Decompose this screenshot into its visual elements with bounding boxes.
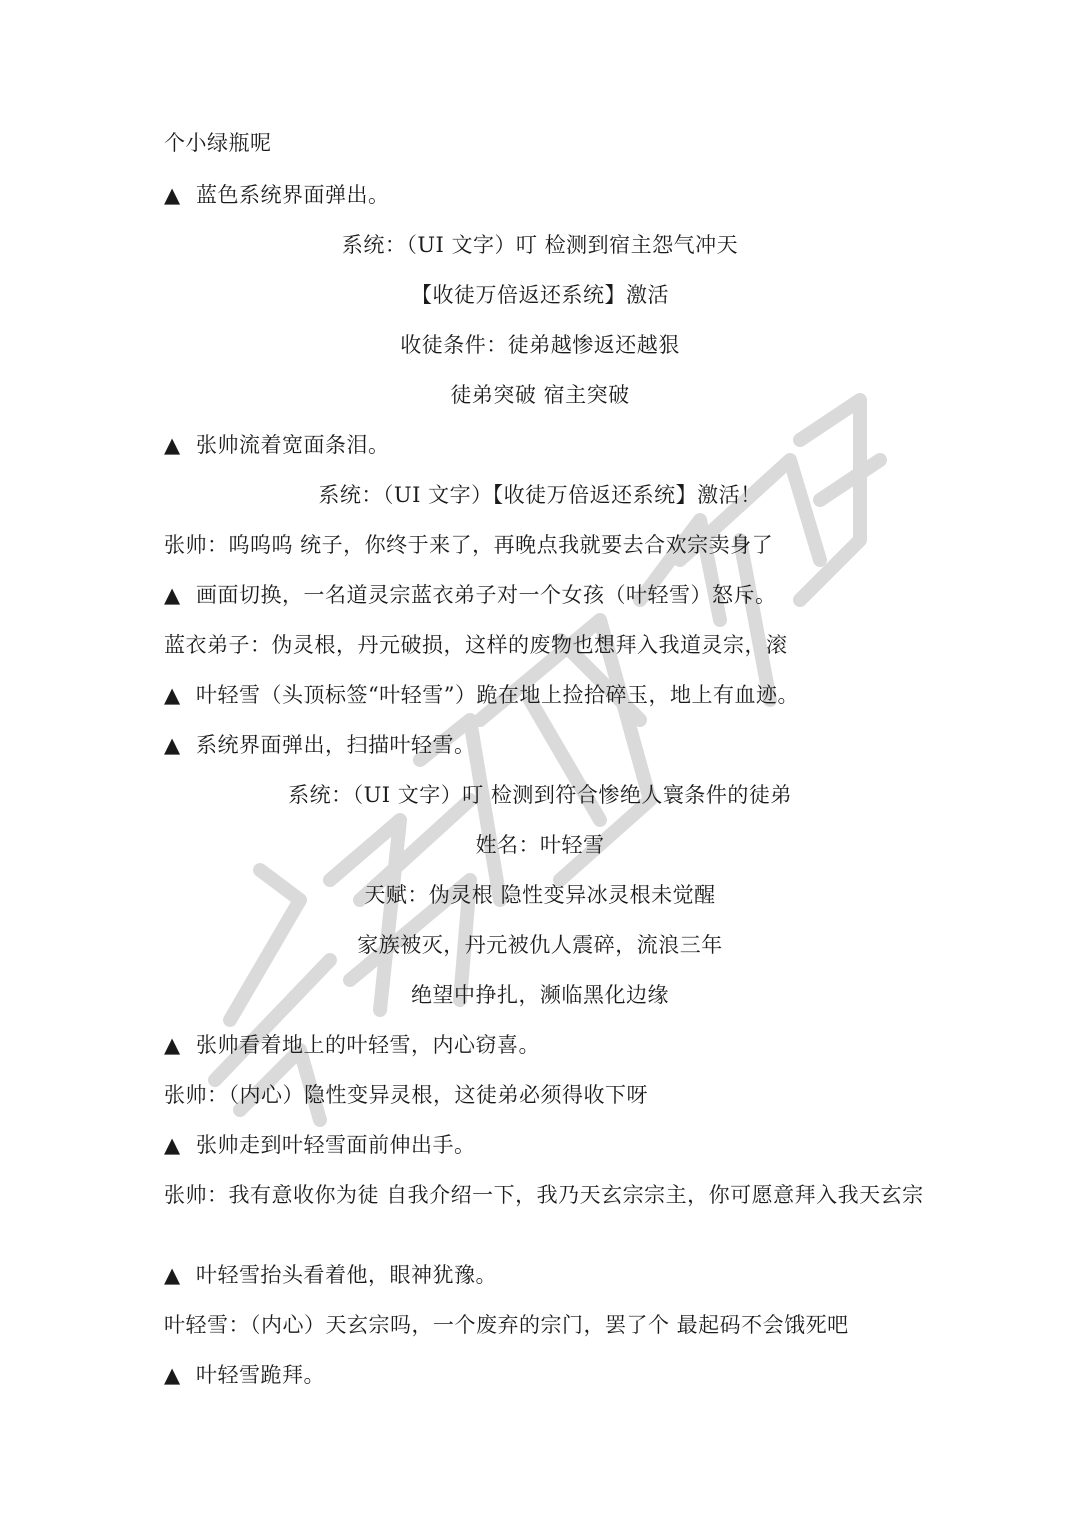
action-line: [164, 430, 390, 460]
line-text: 张帅：呜呜呜 统子，你终于来了，再晚点我就要去合欢宗卖身了: [164, 533, 774, 557]
line-text: 张帅：（内心）隐性变异灵根，这徒弟必须得收下呀: [164, 1083, 648, 1107]
line-text: 家族被灭，丹元被仇人震碎，流浪三年: [357, 933, 723, 957]
system-line: [0, 780, 1080, 810]
system-line: [0, 280, 1080, 310]
line-text: 个小绿瓶呢: [164, 131, 272, 155]
action-marker-icon: ▲: [164, 733, 181, 757]
dialogue-line: [164, 630, 788, 660]
action-marker-icon: ▲: [164, 433, 181, 457]
line-text: 张帅流着宽面条泪。: [196, 433, 390, 457]
action-marker-icon: ▲: [164, 1133, 181, 1157]
action-line: [164, 1030, 540, 1060]
line-text: 叶轻雪（头顶标签“叶轻雪”）跪在地上捡拾碎玉，地上有血迹。: [196, 683, 799, 707]
script-line-continuation: [164, 128, 272, 158]
line-text: 叶轻雪：（内心）天玄宗吗，一个废弃的宗门，罢了个 最起码不会饿死吧: [164, 1313, 849, 1337]
line-text: 徒弟突破 宿主突破: [450, 383, 630, 407]
action-marker-icon: ▲: [164, 183, 181, 207]
line-text: 系统：（UI 文字）叮 检测到宿主怨气冲天: [341, 233, 739, 257]
action-marker-icon: ▲: [164, 1263, 181, 1287]
system-line: [0, 880, 1080, 910]
system-line: [0, 380, 1080, 410]
action-marker-icon: ▲: [164, 583, 181, 607]
system-line: [0, 230, 1080, 260]
action-marker-icon: ▲: [164, 1363, 181, 1387]
system-line: [0, 480, 1080, 510]
action-line: [164, 730, 476, 760]
line-text: 叶轻雪跪拜。: [196, 1363, 325, 1387]
action-line: [164, 1130, 476, 1160]
line-text: 绝望中挣扎，濒临黑化边缘: [411, 983, 669, 1007]
action-line: [164, 580, 777, 610]
action-line: [164, 180, 390, 210]
line-text: 张帅：我有意收你为徒 自我介绍一下，我乃天玄宗宗主，你可愿意拜入我天玄宗: [164, 1183, 924, 1207]
dialogue-line: [164, 1310, 849, 1340]
system-line: [0, 980, 1080, 1010]
line-text: 蓝色系统界面弹出。: [196, 183, 390, 207]
line-text: 收徒条件：徒弟越惨返还越狠: [400, 333, 680, 357]
line-text: 蓝衣弟子：伪灵根，丹元破损，这样的废物也想拜入我道灵宗，滚: [164, 633, 788, 657]
system-line: [0, 830, 1080, 860]
line-text: 【收徒万倍返还系统】激活: [411, 283, 669, 307]
action-line: [164, 680, 799, 710]
line-text: 姓名：叶轻雪: [475, 833, 605, 857]
action-marker-icon: ▲: [164, 1033, 181, 1057]
line-text: 天赋：伪灵根 隐性变异冰灵根未觉醒: [364, 883, 716, 907]
line-text: 系统界面弹出，扫描叶轻雪。: [196, 733, 476, 757]
action-line: [164, 1260, 497, 1290]
line-text: 张帅看着地上的叶轻雪，内心窃喜。: [196, 1033, 540, 1057]
dialogue-line: [164, 1180, 924, 1210]
system-line: [0, 930, 1080, 960]
line-text: 画面切换，一名道灵宗蓝衣弟子对一个女孩（叶轻雪）怒斥。: [196, 583, 777, 607]
dialogue-line: [164, 1080, 648, 1110]
action-marker-icon: ▲: [164, 683, 181, 707]
line-text: 系统：（UI 文字）叮 检测到符合惨绝人寰条件的徒弟: [288, 783, 792, 807]
line-text: 系统：（UI 文字）【收徒万倍返还系统】激活！: [318, 483, 762, 507]
action-line: [164, 1360, 325, 1390]
line-text: 张帅走到叶轻雪面前伸出手。: [196, 1133, 476, 1157]
system-line: [0, 330, 1080, 360]
dialogue-line: [164, 530, 773, 560]
line-text: 叶轻雪抬头看着他，眼神犹豫。: [196, 1263, 497, 1287]
